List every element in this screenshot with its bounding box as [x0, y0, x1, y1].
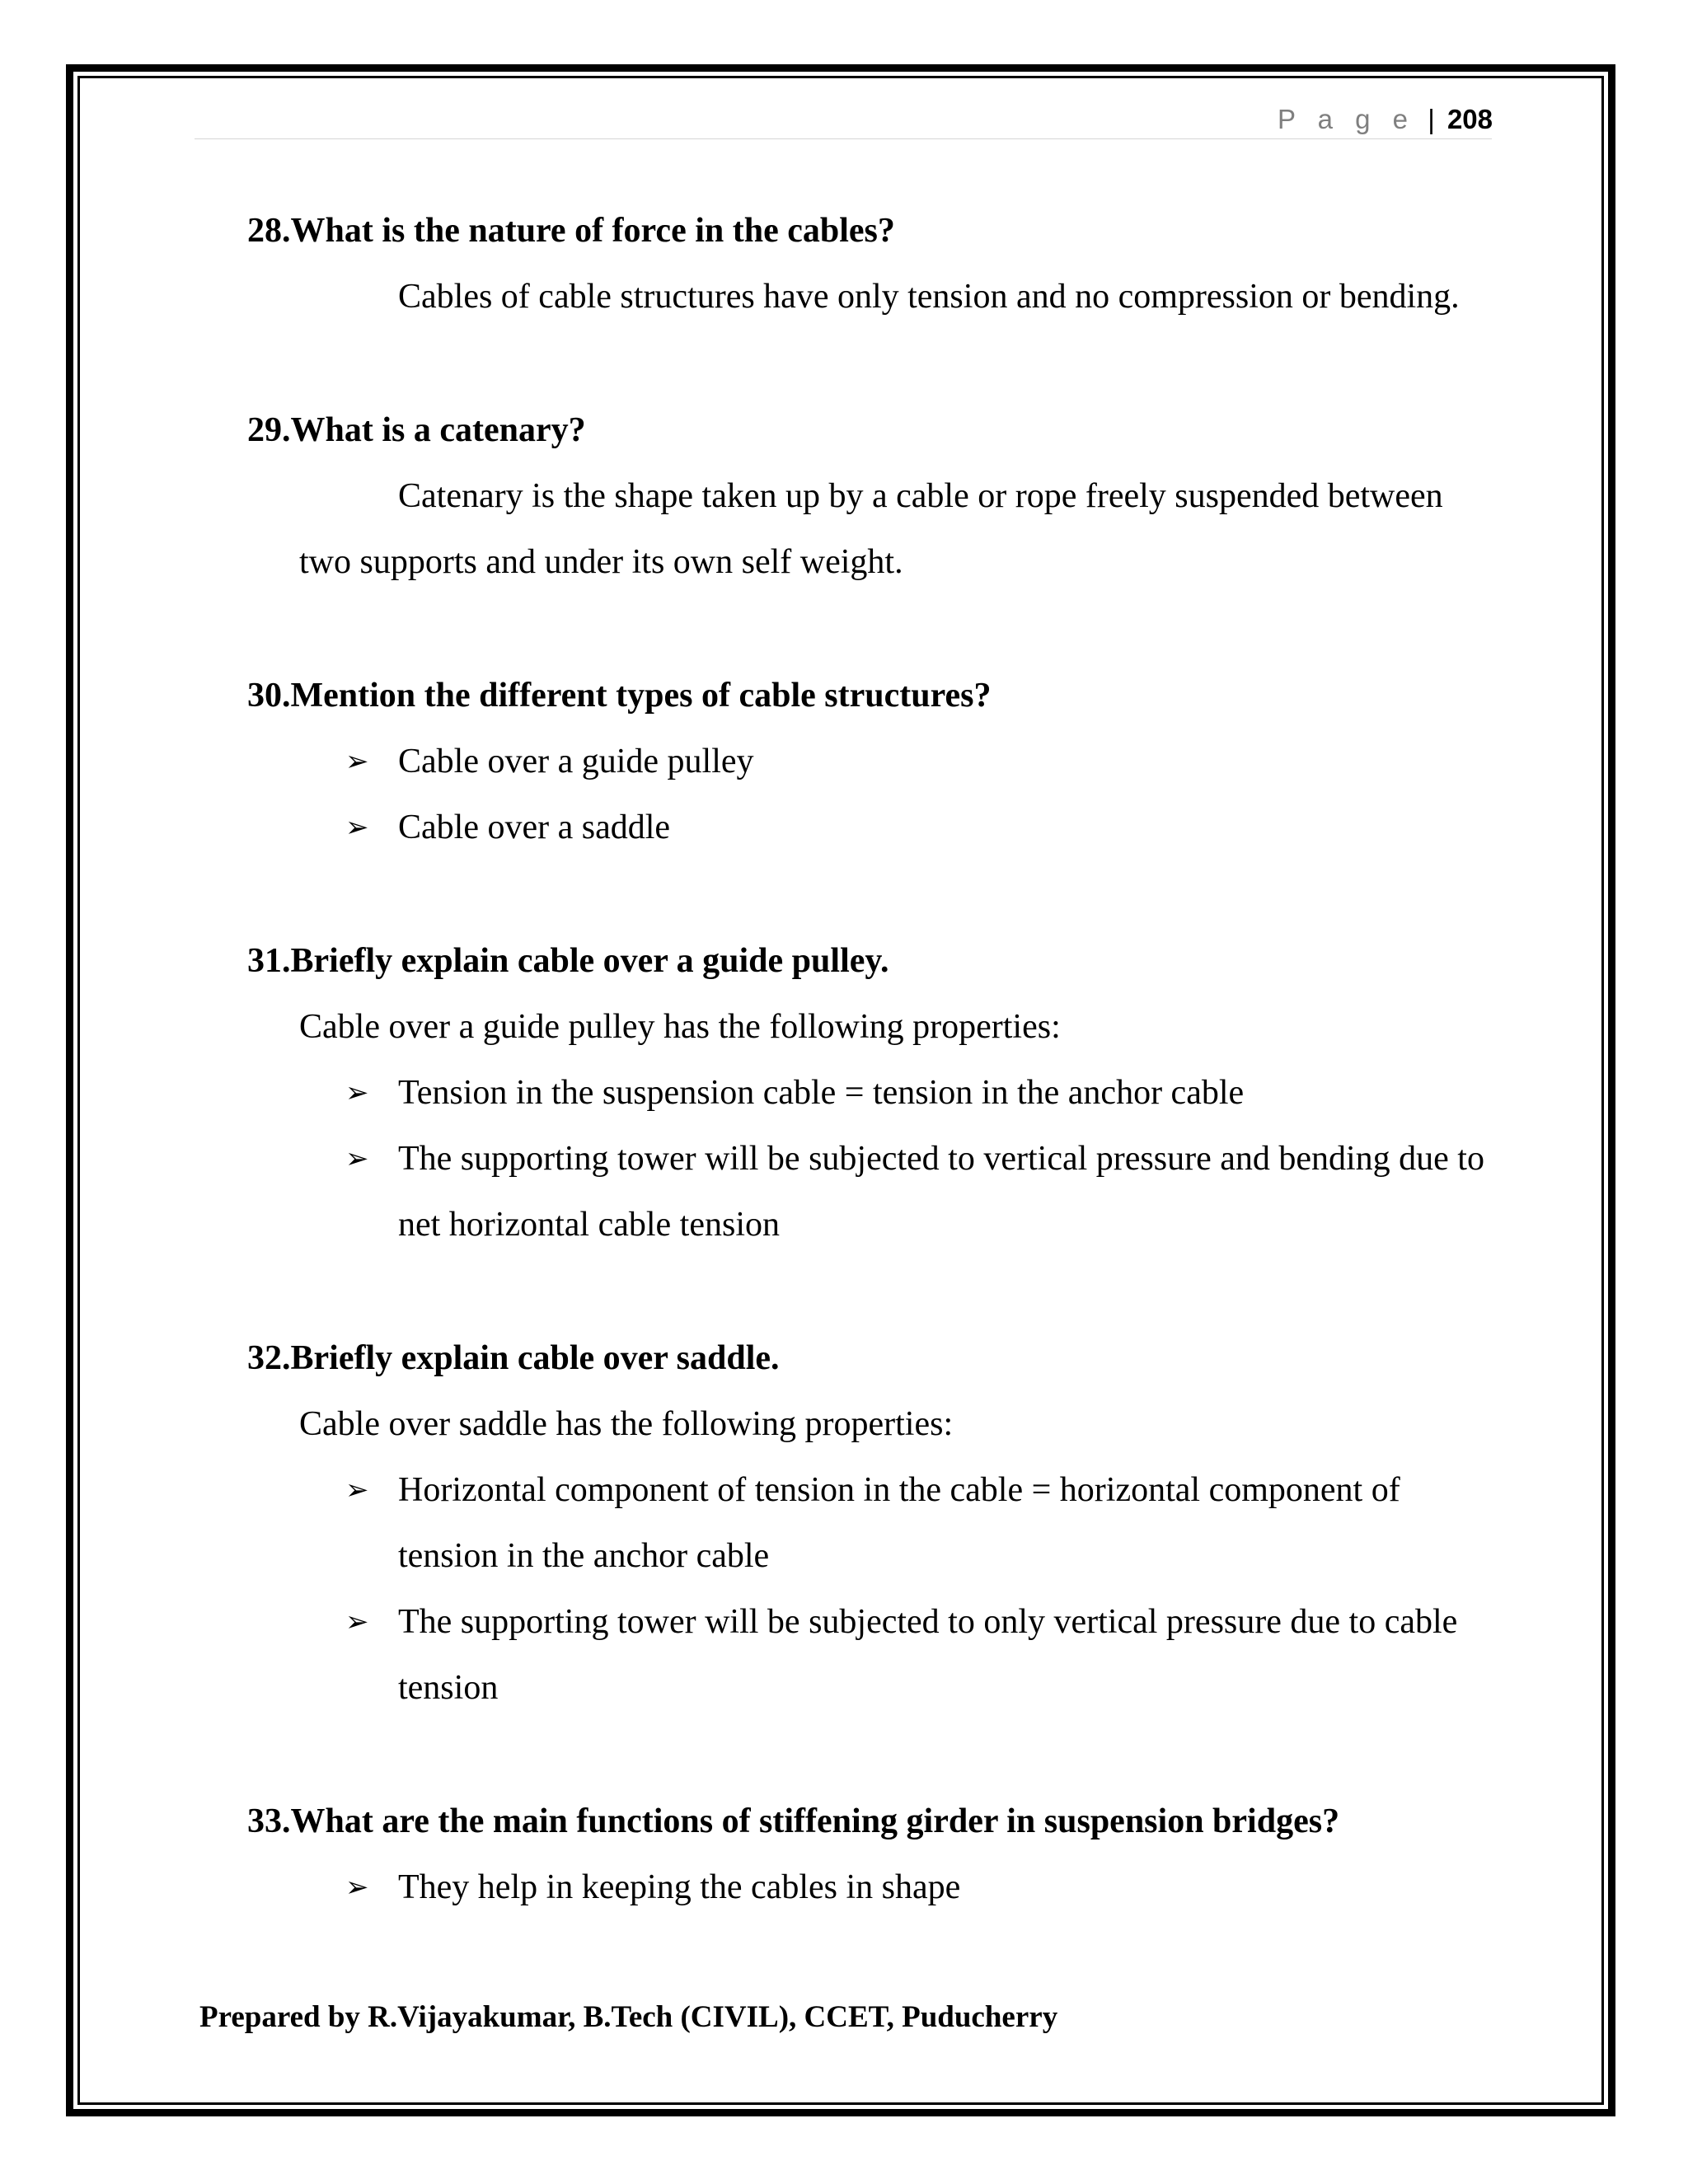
question-title: 29.What is a catenary?: [247, 411, 586, 449]
page-separator: |: [1428, 104, 1435, 134]
question-title: 31.Briefly explain cable over a guide pulley.: [247, 942, 889, 980]
question-29: [247, 397, 1500, 595]
arrowhead-bullet-icon: ➢: [345, 1871, 369, 1904]
question-33: [247, 1788, 1500, 1920]
question-30: [247, 663, 1500, 860]
list-item: [345, 794, 1500, 860]
answer-intro: Cable over saddle has the following properties:: [299, 1405, 954, 1443]
list-item-text: Horizontal component of tension in the cable = horizontal component of tension in the anchor cable: [398, 1471, 1400, 1575]
list-item: [345, 1126, 1500, 1258]
question-31: [247, 928, 1500, 1258]
page-footer: Prepared by R.Vijayakumar, B.Tech (CIVIL), CCET, Puducherry: [199, 2000, 1058, 2034]
page-label: P a g e: [1278, 104, 1416, 134]
question-title: 33.What are the main functions of stiffening girder in suspension bridges?: [247, 1802, 1340, 1840]
list-item-text: The supporting tower will be subjected to only vertical pressure due to cable tension: [398, 1603, 1458, 1707]
question-28: [247, 198, 1500, 330]
arrowhead-bullet-icon: ➢: [345, 811, 369, 844]
list-item-text: The supporting tower will be subjected to vertical pressure and bending due to net horizontal cable tension: [398, 1140, 1484, 1244]
list-item-text: Cable over a guide pulley: [398, 743, 754, 780]
qa-content: [247, 198, 1500, 1920]
bullet-list: [247, 1854, 1500, 1920]
list-item: [345, 729, 1500, 794]
list-item-text: They help in keeping the cables in shape: [398, 1868, 961, 1906]
bullet-list: [247, 1060, 1500, 1258]
list-item-text: Tension in the suspension cable = tension in the anchor cable: [398, 1074, 1245, 1112]
page-number: 208: [1447, 104, 1493, 134]
bullet-list: [247, 1457, 1500, 1721]
question-title: 32.Briefly explain cable over saddle.: [247, 1339, 780, 1377]
answer-text: Cables of cable structures have only tension and no compression or bending.: [398, 278, 1460, 316]
header-divider: [195, 138, 1492, 139]
list-item: [345, 1854, 1500, 1920]
arrowhead-bullet-icon: ➢: [345, 1142, 369, 1175]
question-title: 30.Mention the different types of cable structures?: [247, 677, 992, 715]
question-32: [247, 1325, 1500, 1721]
page-header: [1278, 101, 1493, 138]
question-title: 28.What is the nature of force in the cables?: [247, 212, 895, 250]
list-item-text: Cable over a saddle: [398, 808, 671, 846]
list-item: [345, 1457, 1500, 1589]
answer-intro: Cable over a guide pulley has the following properties:: [299, 1008, 1061, 1046]
arrowhead-bullet-icon: ➢: [345, 745, 369, 778]
arrowhead-bullet-icon: ➢: [345, 1605, 369, 1638]
arrowhead-bullet-icon: ➢: [345, 1474, 369, 1507]
answer-text: Catenary is the shape taken up by a cable or rope freely suspended between two supports and under its own self weight.: [299, 477, 1443, 581]
list-item: [345, 1060, 1500, 1126]
list-item: [345, 1589, 1500, 1721]
bullet-list: [247, 729, 1500, 860]
arrowhead-bullet-icon: ➢: [345, 1076, 369, 1109]
